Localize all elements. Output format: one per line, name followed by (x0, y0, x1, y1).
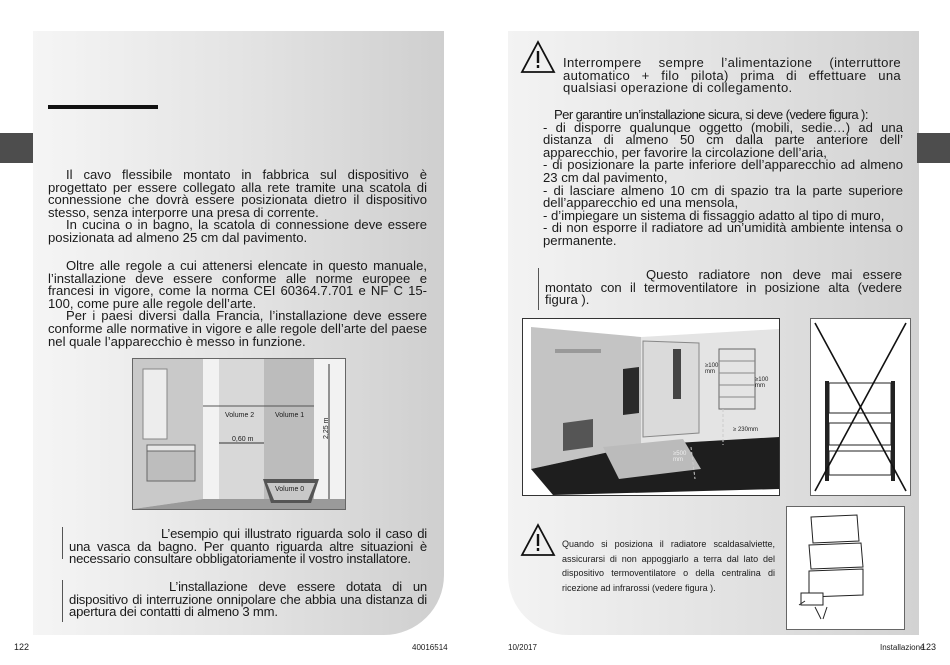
rule-item-4: - d’impiegare un sistema di fissaggio adatto al tipo di muro, (543, 207, 885, 223)
rules-intro: Per garantire un’installazione sicura, si deve (vedere figura ): (554, 107, 868, 122)
note-fan-position (545, 269, 902, 307)
height-225-label: 2,25 m (323, 417, 330, 439)
volume-0-label: Volume 0 (275, 486, 305, 493)
left-text-block-1 (48, 169, 427, 245)
rule-item-1: - di disporre qualunque oggetto (mobili, sedie…) ad una distanza di almeno 50 cm dalla parte anteriore dell’ apparecchio, per favorire la circolazione dell’aria, (543, 119, 903, 160)
floor-contact-figure (786, 506, 905, 630)
warning-triangle-icon (520, 40, 556, 74)
volume-2-label: Volume 2 (225, 412, 255, 419)
volume-1-label: Volume 1 (275, 412, 305, 419)
installation-rules (543, 109, 903, 248)
crossed-radiator-drawing (811, 319, 910, 495)
left-text-block-2 (48, 260, 427, 348)
section-name: Installazione (880, 643, 925, 652)
bathroom-volumes-figure (132, 358, 346, 510)
note-interrupt (69, 581, 427, 619)
top-clearance-label-2: ≥100 mm (755, 377, 769, 389)
wrong-mounting-figure (810, 318, 911, 496)
distance-060-label: 0,60 m (232, 436, 254, 443)
rule-item-2: - di posizionare la parte inferiore dell’apparecchio ad almeno 23 cm dal pavimento, (543, 157, 903, 185)
left-page-number: 122 (14, 642, 30, 652)
document-code: 40016514 (412, 643, 448, 652)
publication-date: 10/2017 (508, 643, 537, 652)
paragraph-kitchen: In cucina o in bagno, la scatola di connessione deve essere posizionata ad almeno 25 cm dal pavimento. (48, 217, 427, 245)
top-clearance-label-1: ≥100 mm (705, 363, 719, 375)
note-2-marker (62, 580, 63, 622)
note-bathtub-text: L’esempio qui illustrato riguarda solo il caso di una vasca da bagno. Per quanto riguarda altre situazioni è necessario consultare obbligatoriamente il vostro installatore. (69, 526, 427, 567)
note-fan-marker (538, 268, 539, 310)
note-interrupt-text: L’installazione deve essere dotata di un dispositivo di interruzione onnipolare che abbia una distanza di apertura dei contatti di almeno 3 mm. (69, 579, 427, 620)
note-bathtub (69, 528, 427, 566)
bathroom-volumes-drawing (133, 359, 345, 509)
paragraph-other-countries: Per i paesi diversi dalla Francia, l’installazione deve essere conforme alle normative in vigore e alle regole dell’arte del paese nel quale l’apparecchio è messo in funzione. (48, 308, 427, 349)
warning-triangle-icon (520, 523, 556, 557)
paragraph-cable: Il cavo flessibile montato in fabbrica sul dispositivo è progettato per essere collegato alla rete tramite una scatola di connessione che dovrà essere posizionata dietro il dispositivo stesso, senza interporre una presa di corrente. (48, 167, 427, 220)
rule-item-5: - di non esporre il radiatore ad un’umidità ambiente intensa o permanente. (543, 220, 903, 248)
warning-power (563, 57, 901, 95)
radiator-floor-drawing (787, 507, 904, 629)
title-rule (48, 105, 158, 109)
floor-clearance-label: ≥ 230mm (733, 427, 758, 433)
left-section-tab (0, 133, 33, 163)
note-fan-position-text: Questo radiatore non deve mai essere montato con il termoventilatore in posizione alta (vedere figura ). (545, 267, 902, 308)
installation-clearance-figure (522, 318, 780, 496)
note-1-marker (62, 527, 63, 559)
warning-floor-contact (562, 537, 775, 595)
front-clearance-label: ≥500 mm (673, 451, 687, 463)
room-drawing (523, 319, 779, 495)
warning-power-text: Interrompere sempre l’alimentazione (interruttore automatico + filo pilota) prima di effettuare una qualsiasi operazione di collegamento. (563, 55, 901, 96)
paragraph-norms: Oltre alle regole a cui attenersi elencate in questo manuale, l’installazione deve essere conforme alle norme europee e francesi in vigore, come la norma CEI 60364.7.701 e NF C 15-100, come pure alle regole dell’arte. (48, 258, 427, 311)
right-section-tab (917, 133, 950, 163)
warning-floor-contact-text: Quando si posiziona il radiatore scaldasalviette, assicurarsi di non appoggiarlo a terra dal lato del dispositivo termoventilatore o della centralina di ricezione ad infrarossi (vedere figura ). (562, 539, 775, 593)
rule-item-3: - di lasciare almeno 10 cm di spazio tra la parte superiore dell’apparecchio ed una mensola, (543, 182, 903, 211)
right-page-number: 123 (921, 642, 937, 652)
